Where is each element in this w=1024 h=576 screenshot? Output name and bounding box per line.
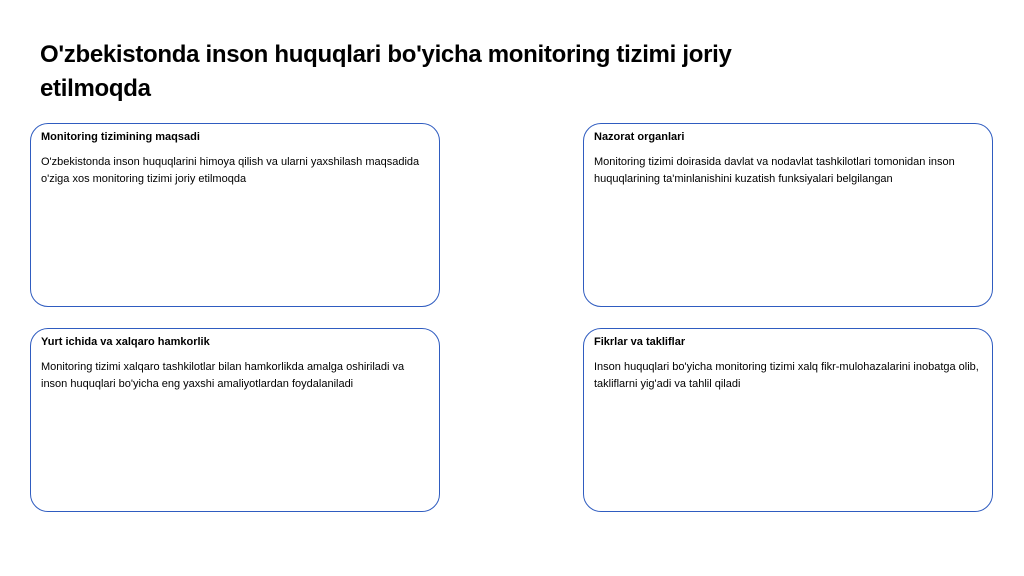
card-heading: Fikrlar va takliflar — [594, 336, 686, 348]
card-feedback-suggestions — [583, 328, 993, 512]
card-heading: Nazorat organlari — [594, 131, 685, 143]
card-body: Monitoring tizimi xalqaro tashkilotlar bilan hamkorlikda amalga oshiriladi va inson huquqlari bo'yicha eng yaxshi amaliyotlardan foydalaniladi — [41, 361, 405, 390]
card-international-cooperation — [30, 328, 440, 512]
card-oversight-bodies — [583, 123, 993, 307]
card-body: Monitoring tizimi doirasida davlat va nodavlat tashkilotlari tomonidan inson huquqlarining ta'minlanishini kuzatish funksiyalari belgilangan — [594, 156, 955, 185]
card-monitoring-purpose — [30, 123, 440, 307]
card-heading: Yurt ichida va xalqaro hamkorlik — [41, 336, 210, 348]
card-body: O'zbekistonda inson huquqlarini himoya qilish va ularni yaxshilash maqsadida o'ziga xos monitoring tizimi joriy etilmoqda — [41, 156, 420, 185]
card-heading: Monitoring tizimining maqsadi — [41, 131, 200, 143]
card-body: Inson huquqlari bo'yicha monitoring tizimi xalq fikr-mulohazalarini inobatga olib, takliflarni yig'adi va tahlil qiladi — [594, 361, 979, 390]
slide-title: O'zbekistonda inson huquqlari bo'yicha monitoring tizimi joriy etilmoqda — [40, 41, 732, 102]
